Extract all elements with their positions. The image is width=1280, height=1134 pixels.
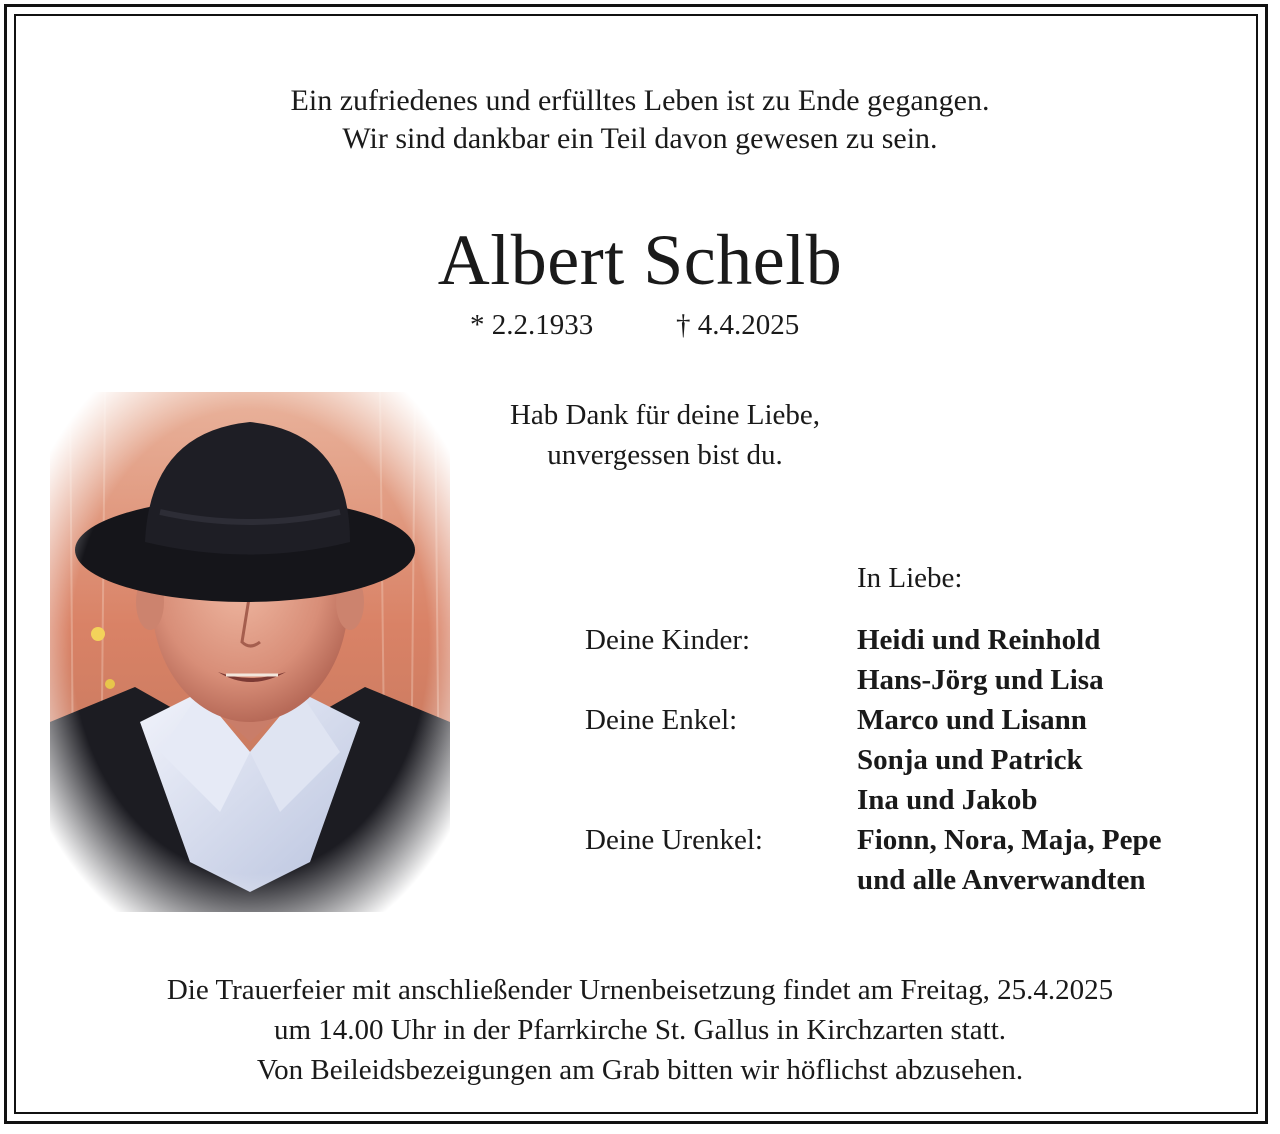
family-names <box>857 620 1104 700</box>
footer-line-1: Die Trauerfeier mit anschließender Urnenbeisetzung findet am Freitag, 25.4.2025 <box>166 974 1114 1006</box>
intro-line-1: Ein zufriedenes und erfülltes Leben ist zu Ende gegangen. <box>290 84 990 117</box>
birth-date: * 2.2.1933 <box>470 309 594 341</box>
footer-line-2: um 14.00 Uhr in der Pfarrkirche St. Gallus in Kirchzarten statt. <box>273 1014 1007 1046</box>
family-label: Deine Urenkel: <box>585 824 763 856</box>
family-list <box>585 620 1245 900</box>
funeral-notice <box>0 970 1280 1090</box>
family-group-great-grandchildren <box>585 820 1245 900</box>
in-love-label: In Liebe: <box>857 562 963 594</box>
portrait-photo <box>50 392 450 912</box>
family-label: Deine Enkel: <box>585 704 738 736</box>
death-date: † 4.4.2025 <box>676 309 800 341</box>
family-name: Ina und Jakob <box>857 784 1038 816</box>
family-name: Hans-Jörg und Lisa <box>857 664 1104 696</box>
family-names <box>857 700 1087 820</box>
family-name: Heidi und Reinhold <box>857 624 1101 656</box>
family-name: Sonja und Patrick <box>857 744 1083 776</box>
family-group-children <box>585 620 1245 700</box>
intro-line-2: Wir sind dankbar ein Teil davon gewesen zu sein. <box>342 122 938 155</box>
intro-text <box>0 82 1280 158</box>
family-label: Deine Kinder: <box>585 624 751 656</box>
family-group-grandchildren <box>585 700 1245 820</box>
family-names <box>857 820 1161 900</box>
deceased-name: Albert Schelb <box>437 220 843 300</box>
quote-line-2: unvergessen bist du. <box>547 439 783 471</box>
family-name: und alle Anverwandten <box>857 864 1146 896</box>
memorial-quote <box>460 395 870 475</box>
footer-line-3: Von Beileidsbezeigungen am Grab bitten wir höflichst abzusehen. <box>256 1054 1024 1086</box>
family-name: Marco und Lisann <box>857 704 1087 736</box>
family-name: Fionn, Nora, Maja, Pepe <box>857 824 1162 856</box>
quote-line-1: Hab Dank für deine Liebe, <box>509 399 820 431</box>
